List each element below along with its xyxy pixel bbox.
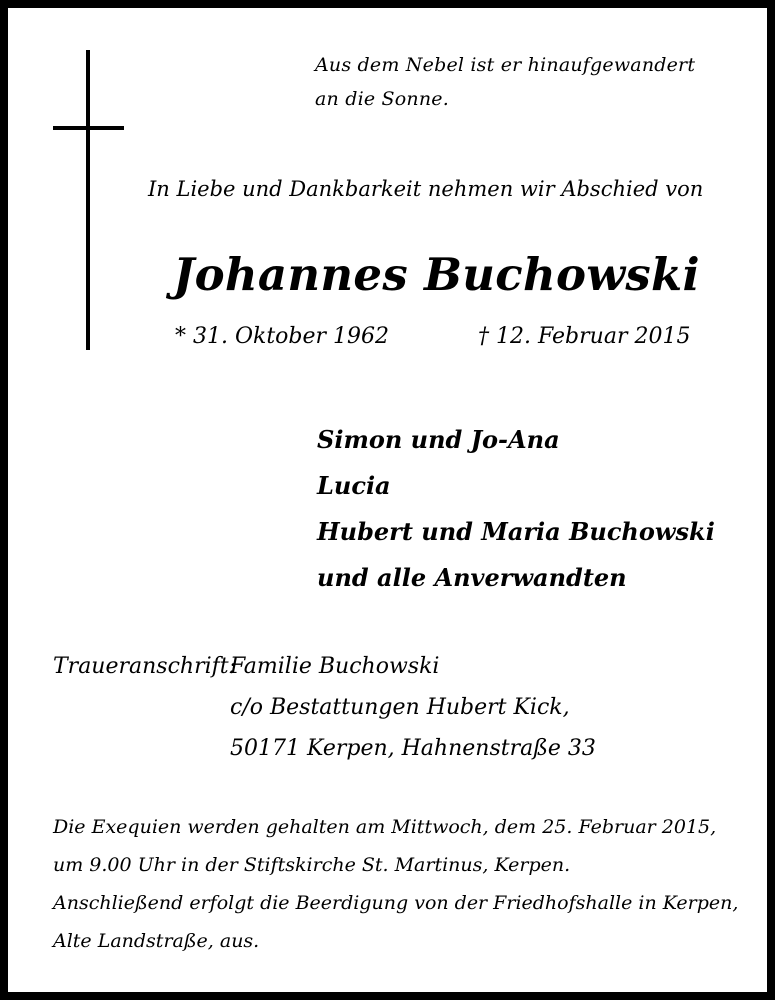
mourner: Simon und Jo-Ana <box>317 425 560 454</box>
service-info <box>53 808 738 960</box>
address-line: Familie Buchowski <box>230 654 440 679</box>
service-line: Die Exequien werden gehalten am Mittwoch, dem 25. Februar 2015, <box>53 816 717 838</box>
service-line: Alte Landstraße, aus. <box>53 930 260 952</box>
mourner: Hubert und Maria Buchowski <box>317 517 715 546</box>
service-line: um 9.00 Uhr in der Stiftskirche St. Martinus, Kerpen. <box>53 854 571 876</box>
mourner: Lucia <box>317 471 391 500</box>
death-date: † 12. Februar 2015 <box>478 324 691 349</box>
deceased-name: Johannes Buchowski <box>173 248 700 301</box>
mourner: und alle Anverwandten <box>317 563 627 592</box>
birth-date: * 31. Oktober 1962 <box>175 324 390 349</box>
cross-vertical-bar <box>86 50 90 350</box>
cross-horizontal-bar <box>53 126 124 130</box>
mourners-list <box>317 417 715 601</box>
motto <box>315 48 695 116</box>
intro-text: In Liebe und Dankbarkeit nehmen wir Abschied von <box>148 177 704 201</box>
motto-line: Aus dem Nebel ist er hinaufgewandert <box>315 54 696 76</box>
motto-line: an die Sonne. <box>315 88 449 110</box>
service-line: Anschließend erfolgt die Beerdigung von der Friedhofshalle in Kerpen, <box>53 892 739 914</box>
address-label: Traueranschrift: <box>53 654 237 679</box>
address-line: 50171 Kerpen, Hahnenstraße 33 <box>230 736 596 761</box>
address-line: c/o Bestattungen Hubert Kick, <box>230 695 570 720</box>
